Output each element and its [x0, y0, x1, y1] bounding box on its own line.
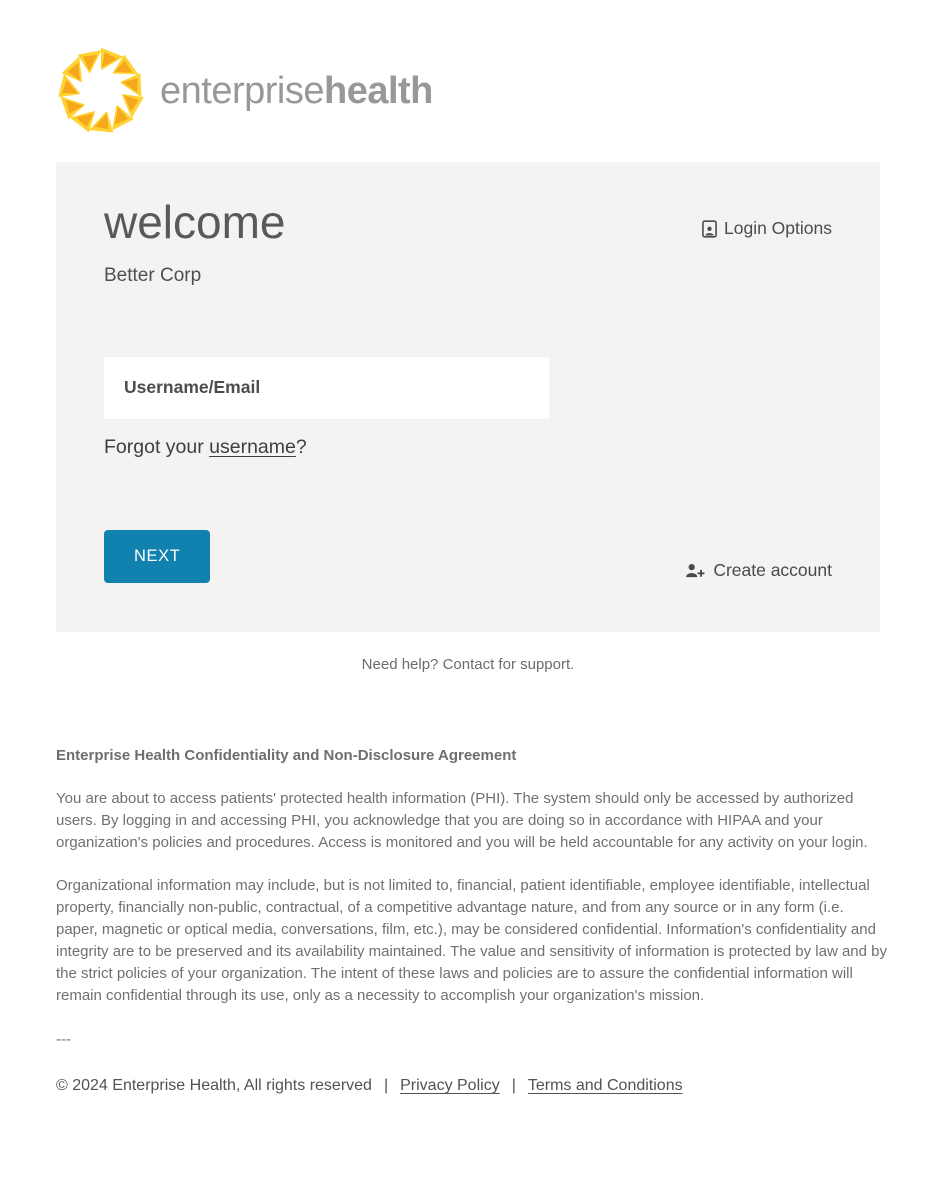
separator-dashes: ---: [56, 1030, 71, 1048]
help-text: Need help? Contact for support.: [361, 655, 575, 673]
login-options-button[interactable]: [702, 218, 832, 239]
sunburst-logo-icon: [56, 46, 146, 136]
page-title: welcome: [104, 196, 286, 248]
agreement-title: Enterprise Health Confidentiality and Non-Disclosure Agreement: [56, 746, 517, 764]
forgot-username-text: Forgot your username?: [104, 435, 307, 458]
organization-name: Better Corp: [104, 264, 202, 286]
brand-bold: health: [323, 69, 433, 112]
confidentiality-agreement: [56, 745, 887, 1051]
username-input[interactable]: [104, 357, 549, 419]
login-card: [56, 162, 880, 632]
login-options-label: Login Options: [724, 218, 832, 238]
agreement-paragraph-2: Organizational information may include, but is not limited to, financial, patient identifiable, employee identifiable, intellectual property, financially non-public, contractual, of a competitive advantage nature, and from any source or in any form (i.e. paper, magnetic or optical media, conversations, film, etc.), may be considered confidential. Information's confidentiality and integrity are to be preserved and its availability maintained. The value and sensitivity of information is protected by law and by the strict policies of your organization. The intent of these laws and policies are to assure the confidential information will remain confidential through its use, only as a necessity to accomplish your organization's mission.: [56, 876, 888, 1004]
create-account-label: Create account: [713, 559, 832, 580]
terms-and-conditions-link[interactable]: Terms and Conditions: [527, 1076, 683, 1094]
person-add-icon: [685, 563, 705, 578]
brand-regular: enterprise: [160, 69, 324, 112]
id-badge-icon: [702, 220, 717, 238]
create-account-button[interactable]: [685, 560, 832, 581]
privacy-policy-link[interactable]: Privacy Policy: [400, 1076, 500, 1094]
agreement-paragraph-1: You are about to access patients' protected health information (PHI). The system should only be accessed by authorized users. By logging in and accessing PHI, you acknowledge that you are doing so in accordance with HIPAA and your organization's policies and procedures. Access is monitored and you will be held accountable for any activity on your login.: [56, 789, 868, 851]
footer-copyright: © 2024 Enterprise Health, All rights reserved: [56, 1076, 372, 1094]
next-button[interactable]: NEXT: [104, 530, 210, 583]
forgot-username-link[interactable]: username: [209, 435, 296, 458]
footer: [56, 1077, 887, 1151]
footer-divider: |: [511, 1076, 516, 1094]
footer-divider: |: [383, 1076, 389, 1094]
brand-wordmark: [160, 70, 433, 113]
logo: [0, 0, 943, 136]
